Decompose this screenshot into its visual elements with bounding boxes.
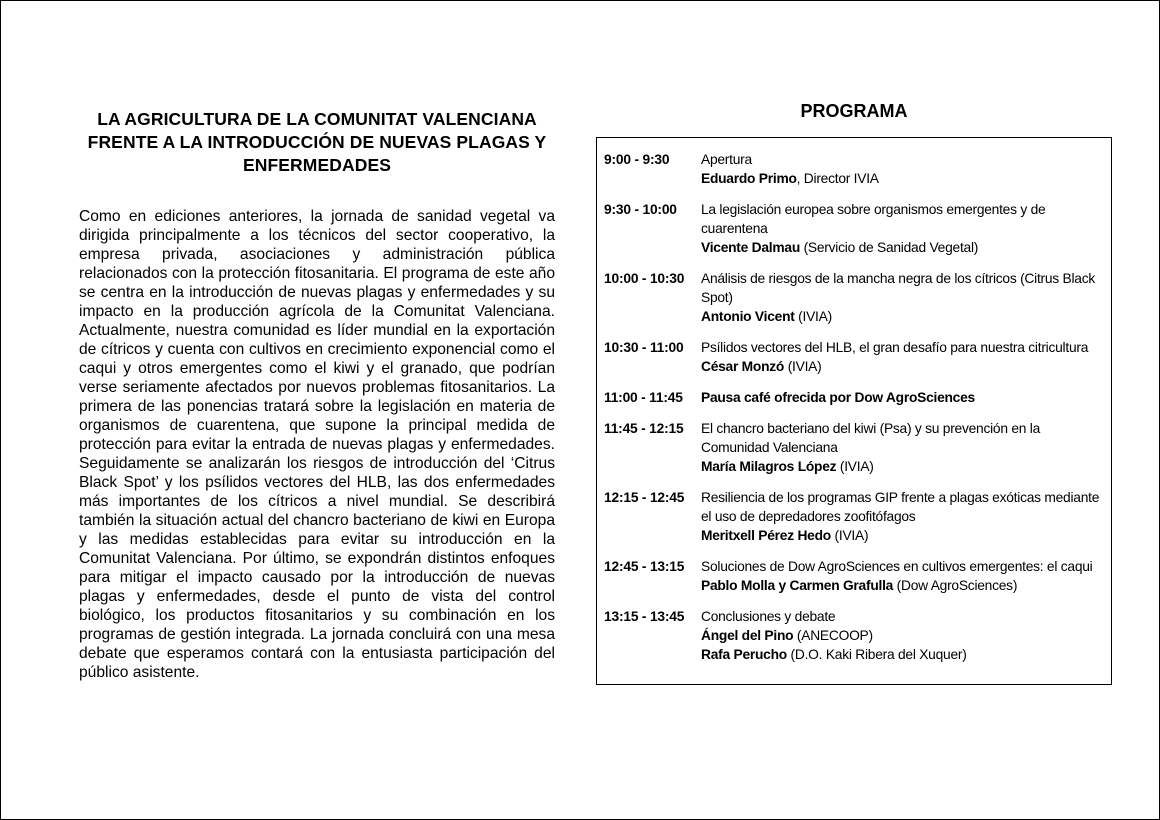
- program-details: [701, 419, 1111, 476]
- speaker-name: Vicente Dalmau: [701, 240, 800, 255]
- program-time: 12:45 - 13:15: [604, 559, 685, 574]
- speaker-line: [701, 626, 1105, 645]
- speaker-affiliation: (Servicio de Sanidad Vegetal): [800, 240, 979, 255]
- program-heading: PROGRAMA: [800, 101, 908, 121]
- program-time: 10:30 - 11:00: [604, 340, 684, 355]
- speaker-name: María Milagros López: [701, 459, 837, 474]
- program-title: Análisis de riesgos de la mancha negra de los cítricos (Citrus Black Spot): [701, 271, 1096, 305]
- speaker-line: [701, 238, 1105, 257]
- program-item: [604, 150, 1111, 188]
- program-details: [701, 150, 1111, 188]
- speaker-affiliation: (D.O. Kaki Ribera del Xuquer): [786, 647, 967, 662]
- program-title: Conclusiones y debate: [701, 609, 836, 624]
- speaker-line: [701, 645, 1105, 664]
- speaker-affiliation: (Dow AgroSciences): [893, 578, 1018, 593]
- article-body: Como en ediciones anteriores, la jornada de sanidad vegetal va dirigida principalmente a los técnicos del sector cooperativo, la empresa privada, asociaciones y administración pública relacionados con la protección fitosanitaria. El programa de este año se centra en la introducción de nuevas plagas y enfermedades y su impacto en la producción agrícola de la Comunitat Valenciana. Actualmente, nuestra comunidad es líder mundial en la exportación de cítricos y cuenta con cultivos en crecimiento exponencial como el caqui y otros emergentes como el kiwi y el granado, que podrían verse seriamente afectados por nuevos problemas fitosanitarios. La primera de las ponencias tratará sobre la legislación en materia de organismos de cuarentena, que supone la principal medida de protección para evitar la entrada de nuevas plagas y enfermedades. Seguidamente se analizarán los riesgos de introducción del ‘Citrus Black Spot’ y los psílidos vectores del HLB, las dos enfermedades más importantes de los cítricos a nivel mundial. Se describirá también la situación actual del chancro bacteriano de kiwi en Europa y las medidas establecidas para evitar su introducción en la Comunitat Valenciana. Por último, se expondrán distintos enfoques para mitigar el impacto causado por la introducción de nuevas plagas y enfermedades, desde el punto de vista del control biológico, los productos fitosanitarios y su combinación en los programas de gestión integrada. La jornada concluirá con una mesa debate que esperamos contará con la entusiasta participación del público asistente.: [79, 208, 555, 681]
- speaker-line: [701, 307, 1105, 326]
- speaker-affiliation: (IVIA): [794, 309, 832, 324]
- speaker-affiliation: (IVIA): [830, 528, 869, 543]
- program-time: 9:30 - 10:00: [604, 202, 677, 217]
- program-details: [701, 269, 1111, 326]
- speaker-line: [701, 357, 1105, 376]
- article-title: LA AGRICULTURA DE LA COMUNITAT VALENCIANA FRENTE A LA INTRODUCCIÓN DE NUEVAS PLAGAS Y ENFERMEDADES: [87, 109, 547, 175]
- program-time: 13:15 - 13:45: [604, 609, 685, 624]
- program-title: Pausa café ofrecida por Dow AgroSciences: [701, 390, 975, 405]
- speaker-name: Ángel del Pino: [701, 628, 794, 643]
- speaker-name: César Monzó: [701, 359, 785, 374]
- article-column: [79, 108, 555, 682]
- program-item: [604, 388, 1111, 407]
- program-item: [604, 488, 1111, 545]
- program-item: [604, 419, 1111, 476]
- program-item: [604, 557, 1111, 595]
- program-title: Soluciones de Dow AgroSciences en cultivos emergentes: el caqui: [701, 559, 1093, 574]
- program-title: Apertura: [701, 152, 752, 167]
- program-details: [701, 557, 1111, 595]
- program-title: La legislación europea sobre organismos emergentes y de cuarentena: [701, 202, 1046, 236]
- speaker-line: [701, 576, 1105, 595]
- speaker-name: Pablo Molla y Carmen Grafulla: [701, 578, 894, 593]
- program-item: [604, 607, 1111, 664]
- program-box: [596, 137, 1112, 685]
- speaker-name: Rafa Perucho: [701, 647, 787, 662]
- program-time: 9:00 - 9:30: [604, 152, 670, 167]
- program-item: [604, 200, 1111, 257]
- speaker-line: [701, 169, 1105, 188]
- speaker-line: [701, 526, 1105, 545]
- speaker-name: Antonio Vicent: [701, 309, 795, 324]
- program-title: Resiliencia de los programas GIP frente a plagas exóticas mediante el uso de depredadores zoofitófagos: [701, 490, 1100, 524]
- program-details: [701, 607, 1111, 664]
- program-title: El chancro bacteriano del kiwi (Psa) y su prevención en la Comunidad Valenciana: [701, 421, 1041, 455]
- program-time: 12:15 - 12:45: [604, 490, 685, 505]
- speaker-affiliation: , Director IVIA: [796, 171, 879, 186]
- speaker-affiliation: (IVIA): [836, 459, 874, 474]
- speaker-affiliation: (ANECOOP): [793, 628, 873, 643]
- speaker-affiliation: (IVIA): [784, 359, 822, 374]
- program-time: 10:00 - 10:30: [604, 271, 685, 286]
- program-item: [604, 269, 1111, 326]
- program-item: [604, 338, 1111, 376]
- program-details: [701, 200, 1111, 257]
- program-details: [701, 388, 1111, 407]
- speaker-line: [701, 457, 1105, 476]
- program-time: 11:45 - 12:15: [604, 421, 684, 436]
- speaker-name: Eduardo Primo: [701, 171, 797, 186]
- program-details: [701, 488, 1111, 545]
- program-details: [701, 338, 1111, 376]
- program-title: Psílidos vectores del HLB, el gran desafío para nuestra citricultura: [701, 340, 1089, 355]
- program-column: [596, 100, 1112, 685]
- speaker-name: Meritxell Pérez Hedo: [701, 528, 831, 543]
- program-time: 11:00 - 11:45: [604, 390, 683, 405]
